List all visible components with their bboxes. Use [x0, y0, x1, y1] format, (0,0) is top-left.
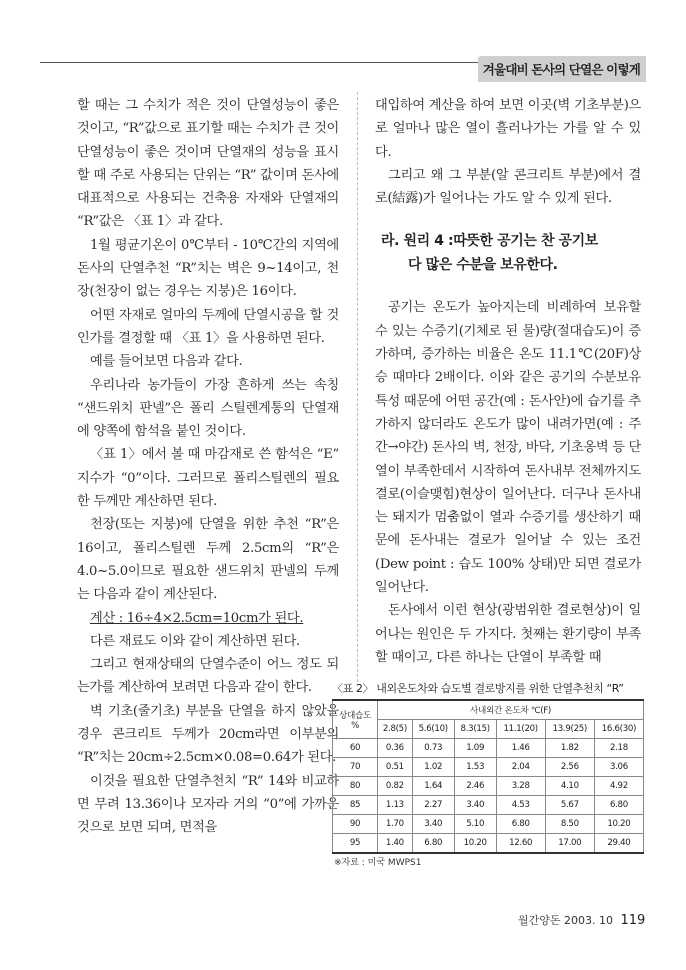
table2-value-cell: 1.09 — [454, 739, 496, 758]
table2-value-cell: 17.00 — [545, 834, 594, 854]
table2-value-cell: 1.40 — [378, 834, 413, 854]
right-column-bottom-text — [375, 296, 641, 669]
paragraph: 그리고 왜 그 부분(알 콘크리트 부분)에서 결로(結露)가 일어나는 가도 알 수 있게 된다. — [375, 167, 641, 207]
section-heading-line2: 다 많은 수분을 보유한다. — [408, 257, 558, 274]
table2-value-cell: 0.82 — [378, 777, 413, 796]
table2-value-cell: 1.02 — [412, 758, 454, 777]
footer-journal: 월간양돈 2003. 10 — [518, 914, 613, 927]
table2-value-cell: 1.64 — [412, 777, 454, 796]
table-row — [333, 777, 644, 796]
table2-rh-cell: 80 — [333, 777, 378, 796]
table2-value-cell: 6.80 — [496, 815, 545, 834]
paragraph: 공기는 온도가 높아지는데 비례하여 보유할 수 있는 수증기(기체로 된 물)량(절대습도)이 증가하며, 증가하는 비율은 온도 11.1℃(20F)상승 때마다 2배이다. 이와 같은 공기의 수분보유 특성 때문에 어떤 공간(예 : 돈사안)에 습기를 추가하지 않더라도 온도가 많이 내려가면(예 : 주간→야간) 돈사의 벽, 천장, 바닥, 기초옹벽 등 단열이 부족한데서 시작하여 돈사내부 전체까지도 결로(이슬맺힘)현상이 일어난다. 더구나 돈사내는 돼지가 멈춤없이 열과 수증기를 생산하기 때문에 돈사내는 결로가 일어날 수 있는 조건(Dew point : 습도 100% 상태)만 되면 결로가 일어난다. — [375, 300, 641, 596]
table2-row-header-line1: 상대습도 — [338, 710, 371, 721]
table2-value-cell: 0.51 — [378, 758, 413, 777]
paragraph: 벽 기초(줄기초) 부분을 단열을 하지 않았을 경우 콘크리트 두께가 20cm라면 이부분의 “R”치는 20cm÷2.5cm×0.08=0.64가 된다. — [77, 703, 339, 766]
table-row — [333, 758, 644, 777]
paragraph: 그리고 현재상태의 단열수준이 어느 정도 되는가를 계산하여 보려면 다음과 같이 한다. — [77, 657, 339, 696]
table2-value-cell: 4.10 — [545, 777, 594, 796]
table2-value-cell: 5.67 — [545, 796, 594, 815]
table2-value-cell: 3.40 — [454, 796, 496, 815]
paragraph: 〈표 1〉에서 볼 때 마감재로 쓴 함석은 “E” 지수가 “0”이다. 그러므로 폴리스틸렌의 필요한 두께만 계산하면 된다. — [77, 447, 339, 510]
table2-column-headers — [333, 720, 644, 739]
table2-rh-cell: 85 — [333, 796, 378, 815]
left-column — [77, 94, 339, 840]
underlined-text: 계산 : 16÷4×2.5cm=10cm가 된다. — [90, 610, 304, 626]
table2-caption: 〈표 2〉 내외온도차와 습도별 결로방지를 위한 단열추천치 “R” — [332, 682, 624, 695]
table2-value-cell: 1.70 — [378, 815, 413, 834]
paragraph: 이것을 필요한 단열추천치 “R” 14와 비교하면 무려 13.36이나 모자라 거의 “0”에 가까운 것으로 보면 되며, 면적을 — [77, 773, 339, 836]
table2-value-cell: 2.56 — [545, 758, 594, 777]
paragraph: 돈사에서 이런 현상(광범위한 결로현상)이 일어나는 원인은 두 가지다. 첫째는 환기량이 부족할 때이고, 다른 하나는 단열이 부족할 때 — [375, 603, 641, 665]
table-row — [333, 815, 644, 834]
table2-body — [333, 739, 644, 854]
table2-rh-cell: 70 — [333, 758, 378, 777]
table2-value-cell: 0.73 — [412, 739, 454, 758]
table2-value-cell: 6.80 — [412, 834, 454, 854]
running-header-title: 겨울대비 돈사의 단열은 이렇게 — [482, 62, 640, 77]
table2-value-cell: 8.50 — [545, 815, 594, 834]
table2-value-cell: 4.53 — [496, 796, 545, 815]
table2-column-header: 13.9(25) — [545, 720, 594, 739]
right-column — [375, 94, 641, 669]
right-column-top-text — [375, 94, 641, 210]
table2-col-group-header: 사내외간 온도차 ℃(F) — [378, 700, 644, 720]
table2-row-header — [333, 700, 378, 739]
table2-value-cell: 0.36 — [378, 739, 413, 758]
table2-rh-cell: 60 — [333, 739, 378, 758]
table2-value-cell: 12.60 — [496, 834, 545, 854]
table2-value-cell: 29.40 — [594, 834, 643, 854]
page-number: 119 — [620, 913, 646, 928]
table2-value-cell: 2.27 — [412, 796, 454, 815]
table2-column-header: 8.3(15) — [454, 720, 496, 739]
paragraph: 할 때는 그 수치가 적은 것이 단열성능이 좋은 것이고, “R”값으로 표기할 때는 수치가 큰 것이 단열성능이 좋은 것이며 단열재의 성능을 표시할 때 주로 사용되는 단위는 “R” 값이며 돈사에 대표적으로 사용되는 건축용 자재와 단열재의 “R”값은 〈표 1〉과 같다. — [77, 98, 339, 230]
table2-value-cell: 6.80 — [594, 796, 643, 815]
paragraph: 1월 평균기온이 0℃부터 - 10℃간의 지역에 돈사의 단열추천 “R”치는 벽은 9~14이고, 천장(천장이 없는 경우는 지붕)은 16이다. — [77, 237, 339, 300]
table2-value-cell: 3.40 — [412, 815, 454, 834]
table2-column-header: 11.1(20) — [496, 720, 545, 739]
paragraph: 어떤 자재로 얼마의 두께에 단열시공을 할 것인가를 결정할 때 〈표 1〉을 사용하면 된다. — [77, 307, 339, 346]
table2-column-header: 16.6(30) — [594, 720, 643, 739]
table2-value-cell: 1.53 — [454, 758, 496, 777]
table-row — [333, 796, 644, 815]
table2-value-cell: 10.20 — [454, 834, 496, 854]
column-divider — [357, 92, 358, 682]
table2-rh-cell: 90 — [333, 815, 378, 834]
table2-row-header-line2: % — [351, 720, 359, 731]
table-row — [333, 739, 644, 758]
paragraph: 천장(또는 지붕)에 단열을 위한 추천 “R”은 16이고, 폴리스틸렌 두께 2.5cm의 “R”은 4.0~5.0이므로 필요한 샌드위치 판넬의 두께는 다음과 같이 계산된다. — [77, 517, 339, 603]
paragraph: 대입하여 계산을 하여 보면 이곳(벽 기초부분)으로 얼마나 많은 열이 흘러나가는 가를 알 수 있다. — [375, 98, 641, 160]
table2-value-cell: 3.28 — [496, 777, 545, 796]
table2-value-cell: 1.13 — [378, 796, 413, 815]
table2-value-cell: 4.92 — [594, 777, 643, 796]
paragraph: 다른 재료도 이와 같이 계산하면 된다. — [90, 633, 300, 649]
page-footer — [518, 912, 645, 928]
paragraph — [77, 607, 339, 630]
table2-value-cell: 2.46 — [454, 777, 496, 796]
table2-value-cell: 2.04 — [496, 758, 545, 777]
paragraph: 우리나라 농가들이 가장 흔하게 쓰는 속칭 “샌드위치 판넬”은 폴리 스틸렌계통의 단열재에 양쪽에 함석을 붙인 것이다. — [77, 377, 339, 440]
table2-value-cell: 1.46 — [496, 739, 545, 758]
section-heading — [381, 229, 641, 277]
table2-source: ※자료 : 미국 MWPS1 — [334, 858, 422, 868]
section-heading-line1: 라. 원리 4 :따뜻한 공기는 찬 공기보 — [381, 233, 598, 250]
table2-column-header: 2.8(5) — [378, 720, 413, 739]
table2-value-cell: 5.10 — [454, 815, 496, 834]
table2-column-header: 5.6(10) — [412, 720, 454, 739]
table2 — [332, 699, 644, 854]
table2-value-cell: 10.20 — [594, 815, 643, 834]
table-row — [333, 834, 644, 854]
table2-value-cell: 1.82 — [545, 739, 594, 758]
table2-value-cell: 2.18 — [594, 739, 643, 758]
table2-rh-cell: 95 — [333, 834, 378, 854]
table2-value-cell: 3.06 — [594, 758, 643, 777]
paragraph: 예를 들어보면 다음과 같다. — [90, 354, 243, 370]
